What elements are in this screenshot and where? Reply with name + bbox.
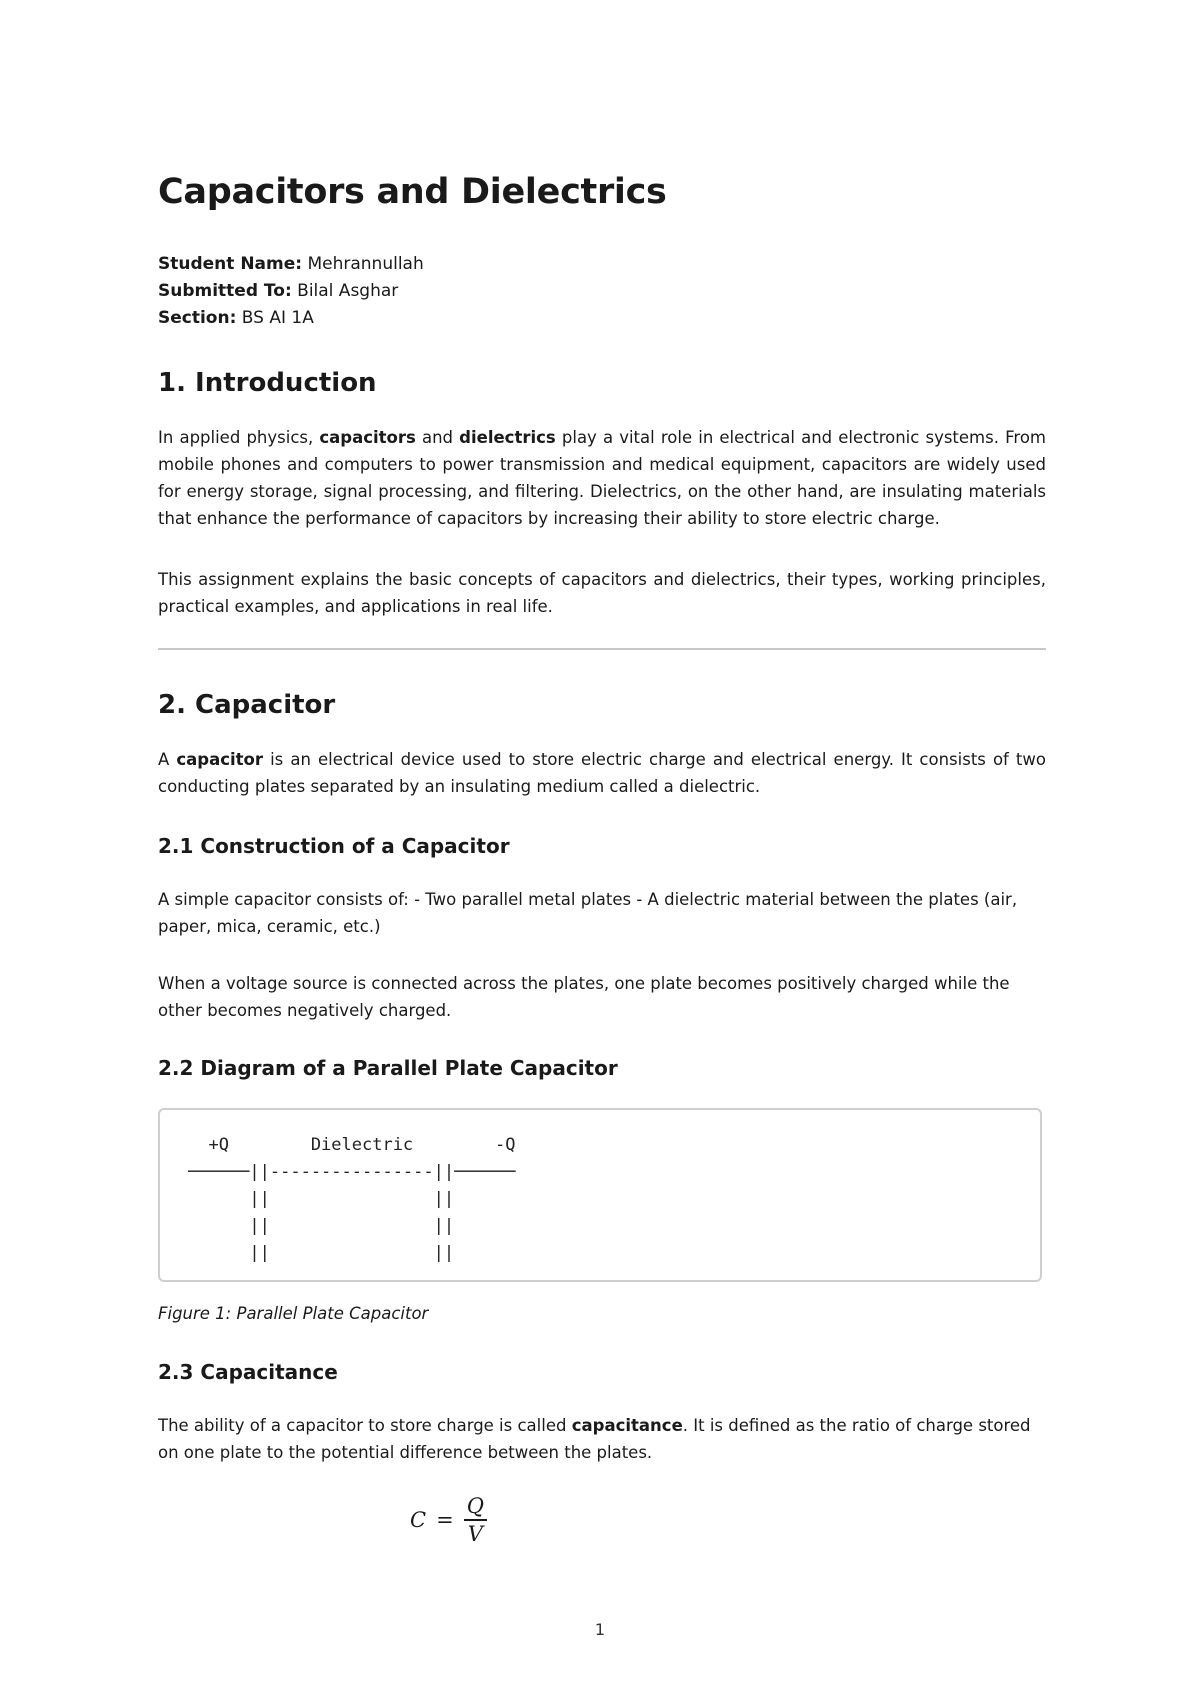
- submitted-to-line: [158, 281, 398, 301]
- introduction-heading: 1. Introduction: [158, 368, 377, 398]
- section-divider: [158, 648, 1046, 650]
- formula-numerator: Q: [466, 1494, 484, 1518]
- capacitance-formula: [410, 1494, 487, 1546]
- student-name-label: Student Name:: [158, 254, 303, 274]
- figure-caption: Figure 1: Parallel Plate Capacitor: [158, 1304, 429, 1323]
- capacitor-paragraph: A capacitor is an electrical device used to store electric charge and electrical energy. It consists of two conducting plates separated by an insulating medium called a dielectric.: [158, 750, 1046, 796]
- introduction-paragraph-2: This assignment explains the basic concepts of capacitors and dielectrics, their types, working principles, practical examples, and applications in real life.: [158, 570, 1046, 616]
- capacitance-paragraph: The ability of a capacitor to store charge is called capacitance. It is defined as the ratio of charge stored on one plate to the potential difference between the plates.: [158, 1416, 1031, 1462]
- construction-paragraph-1: A simple capacitor consists of: - Two parallel metal plates - A dielectric material between the plates (air, paper, mica, ceramic, etc.): [158, 890, 1018, 936]
- capacitor-diagram-text: +Q Dielectric -Q ──────||----------------||────── || || || || || ||: [188, 1135, 516, 1263]
- formula-fraction: [464, 1494, 487, 1546]
- formula-denominator: V: [467, 1521, 483, 1546]
- formula-lhs: C: [410, 1507, 427, 1532]
- term-capacitor: capacitor: [176, 750, 264, 769]
- capacitor-heading: 2. Capacitor: [158, 690, 336, 720]
- page-number: 1: [594, 1620, 606, 1639]
- capacitor-diagram-block: [158, 1108, 1042, 1282]
- student-name-value: Mehrannullah: [307, 254, 424, 274]
- section-label: Section:: [158, 308, 237, 328]
- section-value: BS AI 1A: [241, 308, 314, 328]
- diagram-heading: 2.2 Diagram of a Parallel Plate Capacitor: [158, 1056, 618, 1080]
- introduction-paragraph-1: In applied physics, capacitors and dielectrics play a vital role in electrical and electronic systems. From mobile phones and computers to power transmission and medical equipment, capacitors are widely used for energy storage, signal processing, and filtering. Dielectrics, on the other hand, are insulating materials that enhance the performance of capacitors by increasing their ability to store electric charge.: [158, 428, 1046, 528]
- term-capacitors: capacitors: [319, 428, 416, 447]
- construction-paragraph-2: When a voltage source is connected across the plates, one plate becomes positively charged while the other becomes negatively charged.: [158, 974, 1010, 1020]
- student-name-line: [158, 254, 424, 274]
- section-line: [158, 308, 314, 328]
- capacitance-heading: 2.3 Capacitance: [158, 1360, 338, 1384]
- construction-heading: 2.1 Construction of a Capacitor: [158, 834, 510, 858]
- document-title: Capacitors and Dielectrics: [158, 172, 667, 212]
- submitted-to-value: Bilal Asghar: [297, 281, 399, 301]
- term-capacitance: capacitance: [571, 1416, 683, 1435]
- submitted-to-label: Submitted To:: [158, 281, 292, 301]
- formula-equals: =: [436, 1507, 454, 1532]
- term-dielectrics: dielectrics: [459, 428, 556, 447]
